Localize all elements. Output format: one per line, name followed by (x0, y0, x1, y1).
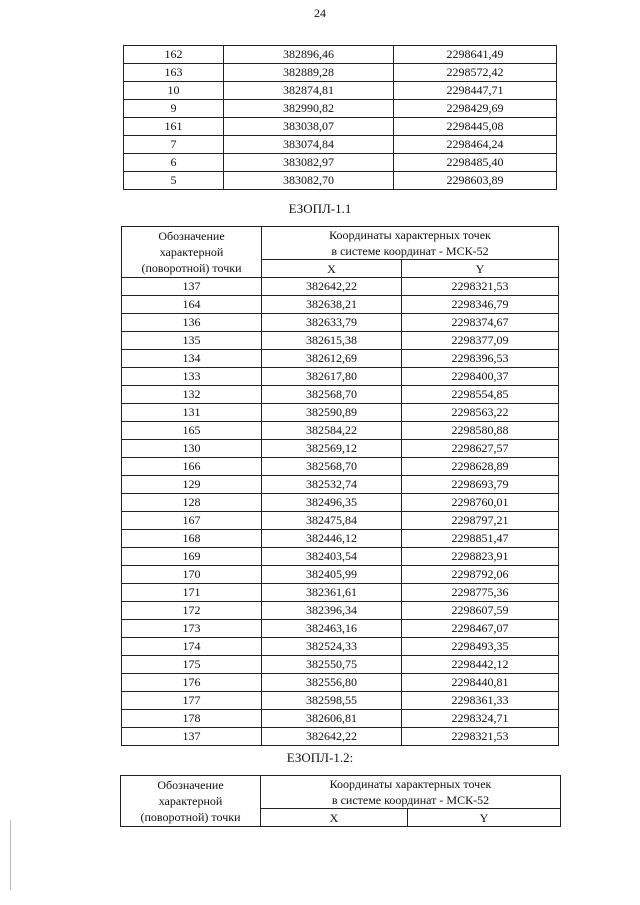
x-coordinate-cell: 382396,34 (262, 602, 402, 620)
y-coordinate-cell: 2298374,67 (402, 314, 559, 332)
point-number-cell: 168 (122, 530, 262, 548)
x-coordinate-cell: 382446,12 (262, 530, 402, 548)
point-number-cell: 172 (122, 602, 262, 620)
y-coordinate-cell: 2298580,88 (402, 422, 559, 440)
point-number-cell: 167 (122, 512, 262, 530)
table-row (122, 314, 559, 332)
table-row (124, 118, 557, 136)
table-row (122, 440, 559, 458)
point-designation-header: Обозначение характерной (поворотной) точки (122, 227, 262, 278)
table-row (122, 674, 559, 692)
y-coordinate-cell: 2298396,53 (402, 350, 559, 368)
table-row (124, 46, 557, 64)
table-row (122, 548, 559, 566)
y-coordinate-cell: 2298464,24 (394, 136, 557, 154)
point-number-cell: 137 (122, 278, 262, 296)
table-row (122, 728, 559, 746)
y-coordinate-cell: 2298447,71 (394, 82, 557, 100)
table-row (122, 530, 559, 548)
y-coordinate-cell: 2298760,01 (402, 494, 559, 512)
x-coordinate-cell: 382568,70 (262, 458, 402, 476)
point-number-cell: 131 (122, 404, 262, 422)
x-column-header: X (261, 809, 408, 827)
table-row (122, 584, 559, 602)
y-coordinate-cell: 2298445,08 (394, 118, 557, 136)
point-number-cell: 166 (122, 458, 262, 476)
section-title-ezopl-1-2: ЕЗОПЛ-1.2: (286, 750, 354, 765)
x-coordinate-cell: 382475,84 (262, 512, 402, 530)
point-number-cell: 134 (122, 350, 262, 368)
table-row (122, 458, 559, 476)
point-number-cell: 9 (124, 100, 224, 118)
x-coordinate-cell: 382633,79 (262, 314, 402, 332)
table-row (122, 296, 559, 314)
point-number-cell: 133 (122, 368, 262, 386)
x-coordinate-cell: 382612,69 (262, 350, 402, 368)
x-coordinate-cell: 382990,82 (224, 100, 394, 118)
table-row (122, 350, 559, 368)
x-coordinate-cell: 382496,35 (262, 494, 402, 512)
y-coordinate-cell: 2298346,79 (402, 296, 559, 314)
point-designation-header: Обозначение характерной (поворотной) точки (121, 776, 261, 827)
x-coordinate-cell: 382584,22 (262, 422, 402, 440)
y-coordinate-cell: 2298440,81 (402, 674, 559, 692)
point-number-cell: 129 (122, 476, 262, 494)
x-coordinate-cell: 383074,84 (224, 136, 394, 154)
table-row (122, 692, 559, 710)
y-coordinate-cell: 2298693,79 (402, 476, 559, 494)
y-coordinate-cell: 2298442,12 (402, 656, 559, 674)
y-coordinate-cell: 2298400,37 (402, 368, 559, 386)
point-number-cell: 178 (122, 710, 262, 728)
y-coordinate-cell: 2298627,57 (402, 440, 559, 458)
point-number-cell: 128 (122, 494, 262, 512)
y-coordinate-cell: 2298563,22 (402, 404, 559, 422)
table-row (122, 368, 559, 386)
point-number-cell: 7 (124, 136, 224, 154)
table-body (122, 227, 559, 746)
x-coordinate-cell: 382615,38 (262, 332, 402, 350)
y-coordinate-cell: 2298493,35 (402, 638, 559, 656)
coordinates-header: Координаты характерных точек в системе координат - МСК-52 (262, 227, 559, 260)
table-row (124, 172, 557, 190)
point-number-cell: 132 (122, 386, 262, 404)
x-coordinate-cell: 382550,75 (262, 656, 402, 674)
x-coordinate-cell: 382606,81 (262, 710, 402, 728)
point-number-cell: 177 (122, 692, 262, 710)
x-coordinate-cell: 382642,22 (262, 278, 402, 296)
x-coordinate-cell: 383038,07 (224, 118, 394, 136)
table-row (122, 710, 559, 728)
point-number-cell: 174 (122, 638, 262, 656)
x-coordinate-cell: 382638,21 (262, 296, 402, 314)
y-coordinate-cell: 2298554,85 (402, 386, 559, 404)
point-number-cell: 137 (122, 728, 262, 746)
margin-line (10, 820, 11, 890)
x-column-header: X (262, 260, 402, 278)
x-coordinate-cell: 382569,12 (262, 440, 402, 458)
table-body (121, 776, 561, 827)
table-row (122, 656, 559, 674)
table-row (124, 82, 557, 100)
table-row (122, 386, 559, 404)
table-row (122, 494, 559, 512)
point-number-cell: 173 (122, 620, 262, 638)
table-row (122, 332, 559, 350)
y-column-header: Y (402, 260, 559, 278)
point-number-cell: 175 (122, 656, 262, 674)
table-row (122, 620, 559, 638)
x-coordinate-cell: 383082,70 (224, 172, 394, 190)
table-row (124, 64, 557, 82)
y-coordinate-cell: 2298321,53 (402, 728, 559, 746)
x-coordinate-cell: 382617,80 (262, 368, 402, 386)
x-coordinate-cell: 382642,22 (262, 728, 402, 746)
point-number-cell: 161 (124, 118, 224, 136)
y-coordinate-cell: 2298792,06 (402, 566, 559, 584)
page-number: 24 (314, 6, 326, 20)
x-coordinate-cell: 382874,81 (224, 82, 394, 100)
point-number-cell: 163 (124, 64, 224, 82)
x-coordinate-cell: 382556,80 (262, 674, 402, 692)
y-coordinate-cell: 2298628,89 (402, 458, 559, 476)
y-coordinate-cell: 2298823,91 (402, 548, 559, 566)
table-row (122, 638, 559, 656)
section-title-ezopl-1-1: ЕЗОПЛ-1.1 (288, 201, 352, 216)
y-coordinate-cell: 2298641,49 (394, 46, 557, 64)
y-coordinate-cell: 2298324,71 (402, 710, 559, 728)
table-row (124, 136, 557, 154)
table-row (122, 422, 559, 440)
y-coordinate-cell: 2298603,89 (394, 172, 557, 190)
point-number-cell: 170 (122, 566, 262, 584)
table-row (122, 476, 559, 494)
y-coordinate-cell: 2298321,53 (402, 278, 559, 296)
point-number-cell: 164 (122, 296, 262, 314)
x-coordinate-cell: 382889,28 (224, 64, 394, 82)
y-coordinate-cell: 2298797,21 (402, 512, 559, 530)
x-coordinate-cell: 382590,89 (262, 404, 402, 422)
point-number-cell: 176 (122, 674, 262, 692)
table-row (122, 278, 559, 296)
point-number-cell: 171 (122, 584, 262, 602)
y-coordinate-cell: 2298377,09 (402, 332, 559, 350)
x-coordinate-cell: 382405,99 (262, 566, 402, 584)
y-coordinate-cell: 2298572,42 (394, 64, 557, 82)
y-coordinate-cell: 2298607,59 (402, 602, 559, 620)
table-row (124, 100, 557, 118)
table-row (124, 154, 557, 172)
table-row (122, 566, 559, 584)
x-coordinate-cell: 382568,70 (262, 386, 402, 404)
x-coordinate-cell: 382598,55 (262, 692, 402, 710)
point-number-cell: 6 (124, 154, 224, 172)
y-coordinate-cell: 2298485,40 (394, 154, 557, 172)
coordinates-header: Координаты характерных точек в системе координат - МСК-52 (261, 776, 561, 809)
x-coordinate-cell: 382524,33 (262, 638, 402, 656)
table-row (122, 512, 559, 530)
point-number-cell: 169 (122, 548, 262, 566)
point-number-cell: 135 (122, 332, 262, 350)
x-coordinate-cell: 382403,54 (262, 548, 402, 566)
y-coordinate-cell: 2298467,07 (402, 620, 559, 638)
point-number-cell: 5 (124, 172, 224, 190)
table-row (122, 404, 559, 422)
x-coordinate-cell: 382532,74 (262, 476, 402, 494)
coordinates-table-ezopl-1-2 (120, 775, 561, 827)
y-coordinate-cell: 2298775,36 (402, 584, 559, 602)
point-number-cell: 10 (124, 82, 224, 100)
y-coordinate-cell: 2298361,33 (402, 692, 559, 710)
point-number-cell: 165 (122, 422, 262, 440)
x-coordinate-cell: 383082,97 (224, 154, 394, 172)
point-number-cell: 162 (124, 46, 224, 64)
x-coordinate-cell: 382361,61 (262, 584, 402, 602)
coordinates-table-continued (123, 45, 557, 190)
y-coordinate-cell: 2298851,47 (402, 530, 559, 548)
table-row (122, 602, 559, 620)
y-column-header: Y (408, 809, 561, 827)
x-coordinate-cell: 382463,16 (262, 620, 402, 638)
point-number-cell: 130 (122, 440, 262, 458)
point-number-cell: 136 (122, 314, 262, 332)
x-coordinate-cell: 382896,46 (224, 46, 394, 64)
y-coordinate-cell: 2298429,69 (394, 100, 557, 118)
coordinates-table-ezopl-1-1 (121, 226, 559, 746)
table-body (124, 46, 557, 190)
